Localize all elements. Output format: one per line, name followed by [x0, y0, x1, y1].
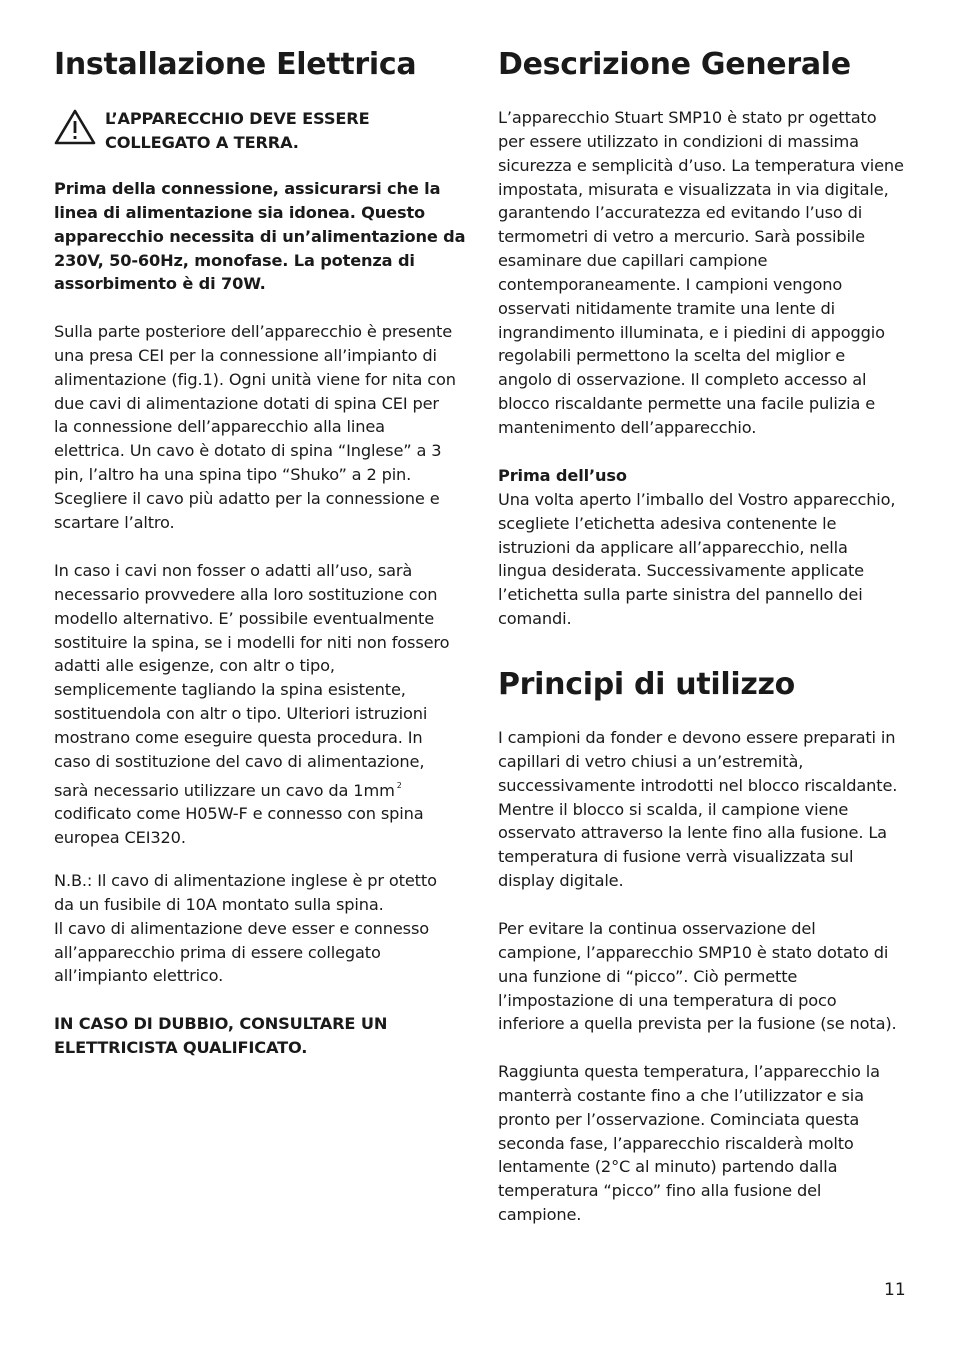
text-line: Scegliere il cavo più adatto per la connessione e — [54, 488, 440, 508]
text-line: In caso i cavi non fosser o adatti all’uso, sarà — [54, 561, 413, 580]
text-line: lingua desiderata. Successivamente applicate — [498, 561, 864, 581]
heading-descrizione: Descrizione Generale — [498, 47, 851, 82]
text-line: elettrica. Un cavo è dotato di spina “Inglese” a 3 — [54, 441, 442, 461]
paragraph-peak-reached — [498, 1060, 928, 1227]
text-line: lentamente (2°C al minuto) partendo dalla — [498, 1157, 838, 1177]
text-line: all’apparecchio prima di essere collegato — [54, 942, 381, 962]
text-line: modello alternativo. E’ possibile eventualmente — [54, 608, 435, 628]
text-line: per essere utilizzato in condizioni di massima — [498, 131, 859, 151]
text-line: sicurezza e semplicità d’uso. La temperatura viene — [498, 155, 904, 175]
warning-line-2: COLLEGATO A TERRA. — [105, 132, 299, 152]
text-line-with-superscript — [54, 774, 484, 803]
text-line: necessario provvedere alla loro sostituzione con — [54, 584, 438, 604]
text-line: osservato attraverso la lente fino alla fusione. La — [498, 823, 887, 843]
text-line: garantendo l’accuratezza ed evitando l’uso di — [498, 203, 863, 223]
page-number: 11 — [884, 1280, 906, 1300]
text-line: sostituendola con altr o tipo. Ulteriori istruzioni — [54, 704, 428, 724]
text-line: Per evitare la continua osservazione del — [498, 919, 816, 938]
text-line: N.B.: Il cavo di alimentazione inglese è pr otetto — [54, 871, 437, 890]
paragraph-description — [498, 106, 928, 440]
text-line: istruzioni da applicare all’apparecchio, nella — [498, 537, 848, 557]
text-line: display digitale. — [498, 871, 624, 891]
text-line: angolo di osservazione. Il completo accesso al — [498, 370, 867, 390]
text-line: la connessione dell’apparecchio alla linea — [54, 417, 385, 437]
text-line: manterrà costante fino a che l’utilizzator e sia — [498, 1085, 864, 1105]
text-line: IN CASO DI DUBBIO, CONSULTARE UN — [54, 1014, 388, 1033]
text-line: ingrandimento illuminata, e i piedini di appoggio — [498, 322, 885, 342]
text-line: contemporaneamente. I campioni vengono — [498, 274, 843, 294]
text-line: esaminare due capillari campione — [498, 251, 768, 271]
paragraph-nb — [54, 869, 484, 988]
text-line: scegliete l’etichetta adesiva contenente le — [498, 513, 837, 533]
text-line: regolabili permettono la scelta del miglior e — [498, 346, 846, 366]
text-line: pin, l’altro ha una spina tipo “Shuko” a 2 pin. — [54, 465, 412, 485]
text-line: comandi. — [498, 609, 572, 629]
text-line: mantenimento dell’apparecchio. — [498, 417, 757, 437]
text-line: blocco riscaldante permette una facile pulizia e — [498, 394, 876, 414]
text-line: l’etichetta sulla parte sinistra del pannello dei — [498, 585, 863, 605]
text-line: campione, l’apparecchio SMP10 è stato dotato di — [498, 942, 889, 962]
text-line: Una volta aperto l’imballo del Vostro apparecchio, — [498, 489, 896, 509]
text-line: una funzione di “picco”. Ciò permette — [498, 966, 798, 986]
text-line: 230V, 50-60Hz, monofase. La potenza di — [54, 250, 415, 270]
text-line: inferiore a quella prevista per la fusione (se nota). — [498, 1014, 897, 1034]
text-line: Mentre il blocco si scalda, il campione viene — [498, 799, 849, 819]
text-line: pronto per l’osservazione. Cominciata questa — [498, 1109, 860, 1129]
text-line: Sulla parte posteriore dell’apparecchio è presente — [54, 322, 453, 341]
text-line: Raggiunta questa temperatura, l’apparecchio la — [498, 1062, 880, 1081]
text-line: campione. — [498, 1205, 582, 1225]
text-line: alimentazione (fig.1). Ogni unità viene for nita con — [54, 369, 456, 389]
text-line: assorbimento è di 70W. — [54, 274, 266, 294]
heading-principi: Principi di utilizzo — [498, 667, 795, 702]
text-line: una presa CEI per la connessione all’impianto di — [54, 345, 437, 365]
superscript: 2 — [396, 780, 402, 790]
text-line: impostata, misurata e visualizzata in via digitale, — [498, 179, 889, 199]
text-line: I campioni da fonder e devono essere preparati in — [498, 728, 896, 747]
warning-triangle-icon — [54, 109, 96, 145]
text-line: capillari di vetro chiusi a un’estremità, — [498, 751, 804, 771]
text-line: apparecchio necessita di un’alimentazione da — [54, 226, 466, 246]
text-line: sarà necessario utilizzare un cavo da 1mm — [54, 780, 395, 800]
text-line: caso di sostituzione del cavo di alimentazione, — [54, 751, 425, 771]
paragraph-before-use — [498, 464, 928, 631]
text-line: europea CEI320. — [54, 828, 186, 848]
text-line: semplicemente tagliando la spina esistente, — [54, 680, 406, 700]
paragraph-principles — [498, 726, 928, 893]
paragraph-connection — [54, 177, 484, 296]
text-line: temperatura di fusione verrà visualizzata sul — [498, 847, 854, 867]
text-line: due cavi di alimentazione dotati di spina CEI per — [54, 393, 439, 413]
text-line: da un fusibile di 10A montato sulla spina. — [54, 894, 384, 914]
text-line: all’impianto elettrico. — [54, 966, 224, 986]
text-line: codificato come H05W-F e connesso con spina — [54, 804, 424, 824]
text-line: linea di alimentazione sia idonea. Questo — [54, 202, 426, 222]
text-line: temperatura “picco” fino alla fusione del — [498, 1181, 822, 1201]
text-line: termometri di vetro a mercurio. Sarà possibile — [498, 227, 865, 247]
text-line: mostrano come eseguire questa procedura. In — [54, 727, 423, 747]
paragraph-consult-electrician — [54, 1012, 484, 1060]
text-line: Il cavo di alimentazione deve esser e connesso — [54, 918, 429, 938]
paragraph-cable-replacement — [54, 559, 484, 850]
text-line: ELETTRICISTA QUALIFICATO. — [54, 1037, 308, 1057]
text-line: adatti alle esigenze, con altr o tipo, — [54, 656, 335, 676]
paragraph-peak-function — [498, 917, 928, 1036]
subheading-prima-uso: Prima dell’uso — [498, 466, 627, 485]
text-line: scartare l’altro. — [54, 512, 175, 532]
text-line: sostituire la spina, se i modelli for niti non fossero — [54, 632, 450, 652]
text-line: L’apparecchio Stuart SMP10 è stato pr ogettato — [498, 108, 877, 127]
text-line: osservati nitidamente tramite una lente di — [498, 298, 835, 318]
text-line: seconda fase, l’apparecchio riscalderà molto — [498, 1133, 854, 1153]
warning-line-1: L’APPARECCHIO DEVE ESSERE — [105, 109, 370, 128]
text-line: Prima della connessione, assicurarsi che la — [54, 179, 441, 198]
heading-installazione: Installazione Elettrica — [54, 47, 417, 82]
warning-block — [54, 107, 474, 155]
text-line: l’impostazione di una temperatura di poco — [498, 990, 837, 1010]
paragraph-cei-socket — [54, 320, 484, 535]
text-line: successivamente introdotti nel blocco riscaldante. — [498, 775, 898, 795]
